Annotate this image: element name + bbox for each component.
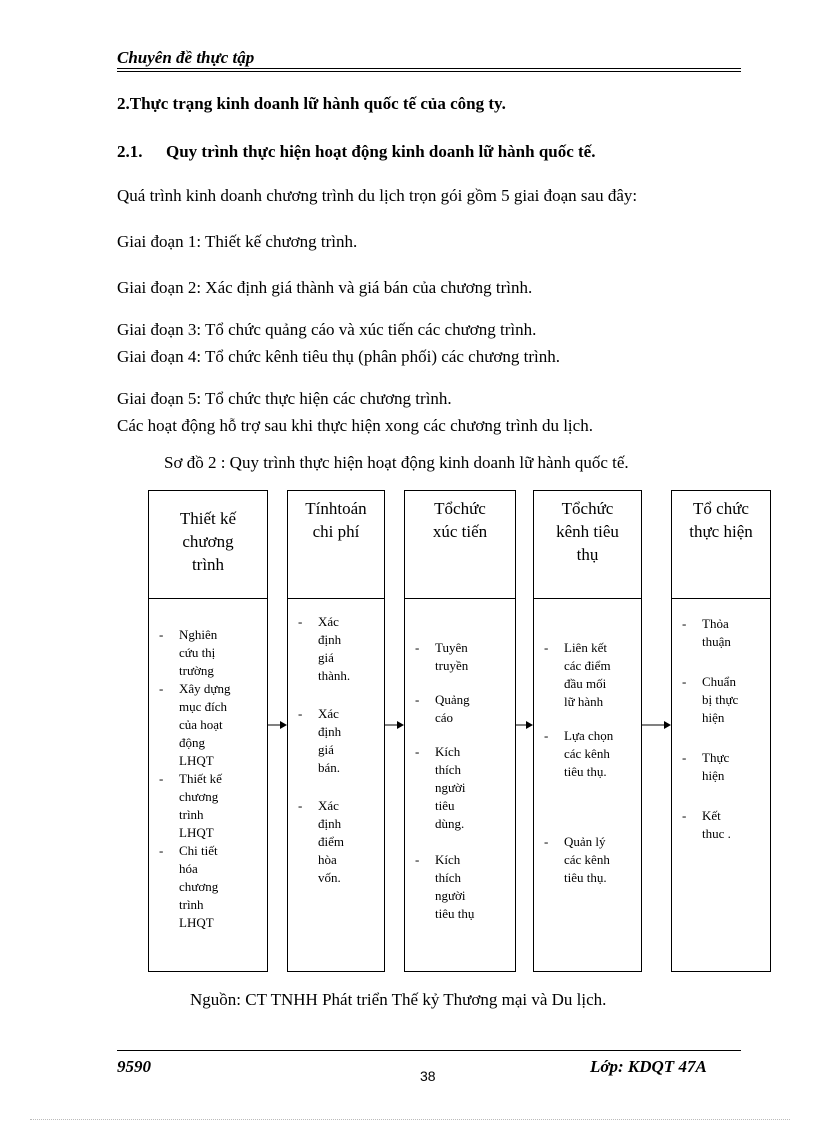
stage-title	[672, 491, 770, 599]
stage-item-line: lữ hành	[564, 694, 604, 709]
stage-item-line: các điểm	[564, 658, 611, 673]
stage-box-2	[287, 490, 385, 972]
diagram-source: Nguồn: CT TNHH Phát triển Thế kỷ Thương mại và Du lịch.	[190, 990, 607, 1009]
stage-item-line: thành.	[318, 668, 351, 683]
stage-item-line: trình	[179, 807, 204, 822]
stage-item-line: tiêu thụ.	[564, 870, 607, 885]
stage-title-line: Tổ chức	[693, 499, 749, 518]
stage-item-line: cáo	[435, 710, 454, 725]
stage-items	[294, 613, 380, 887]
bullet-dash: -	[159, 627, 164, 642]
stage-item	[155, 770, 263, 842]
stage-title	[288, 491, 384, 599]
stage-item-line: Xây dựng	[179, 681, 231, 696]
flow-arrow-icon	[385, 720, 404, 730]
stage-item-line: Nghiên	[179, 627, 218, 642]
stage-item	[540, 833, 637, 887]
footer-class: Lớp: KDQT 47A	[590, 1057, 707, 1076]
stage-item	[155, 680, 263, 770]
page-number: 38	[420, 1068, 436, 1084]
stage-item	[294, 705, 380, 777]
stage-item-line: của hoạt	[179, 717, 223, 732]
stage-item-line: truyền	[435, 658, 469, 673]
stage-item-line: động	[179, 735, 205, 750]
paragraph-intro: Quá trình kinh doanh chương trình du lịch trọn gói gồm 5 giai đoạn sau đây:	[117, 186, 638, 205]
bullet-dash: -	[544, 728, 549, 743]
stage-item-line: Tuyên	[435, 640, 468, 655]
stage-title-line: Tổchức	[434, 499, 486, 518]
stage-item-line: Quảng	[435, 692, 470, 707]
stage-item-line: LHQT	[179, 915, 214, 930]
stage-item-line: Thiết kế	[179, 771, 222, 786]
stage-item-line: thích	[435, 762, 461, 777]
stage-item	[678, 615, 766, 651]
stage-item-line: bị thực	[702, 692, 739, 707]
stage-box-1	[148, 490, 268, 972]
stage-item-line: Thực	[702, 750, 730, 765]
stage-item-line: Quản lý	[564, 834, 606, 849]
stage-item-line: dùng.	[435, 816, 465, 831]
bullet-dash: -	[544, 834, 549, 849]
stage-item-line: bán.	[318, 760, 341, 775]
stage-title-line: thực hiện	[689, 522, 753, 541]
running-header: Chuyên đề thực tập	[117, 48, 255, 67]
bullet-dash: -	[298, 614, 303, 629]
flow-arrow-icon	[516, 720, 533, 730]
stage-item-line: định	[318, 816, 342, 831]
stage-title-line: chi phí	[312, 522, 360, 541]
header-rule	[117, 68, 741, 69]
stage-item-line: thích	[435, 870, 461, 885]
stage-item	[411, 639, 511, 675]
bullet-dash: -	[159, 771, 164, 786]
paragraph-stage-1: Giai đoạn 1: Thiết kế chương trình.	[117, 232, 358, 251]
bullet-dash: -	[159, 681, 164, 696]
stage-title-line: kênh tiêu	[556, 522, 619, 541]
paragraph-stage-2: Giai đoạn 2: Xác định giá thành và giá bán của chương trình.	[117, 278, 533, 297]
paragraph-stage-5: Giai đoạn 5: Tổ chức thực hiện các chương trình.	[117, 389, 452, 408]
stage-title	[405, 491, 515, 599]
stage-item-line: hóa	[179, 861, 198, 876]
stage-item	[155, 842, 263, 932]
stage-item-line: chương	[179, 789, 219, 804]
stage-item-line: giá	[318, 742, 334, 757]
stage-item	[678, 749, 766, 785]
flow-arrow-icon	[268, 720, 287, 730]
bullet-dash: -	[415, 692, 420, 707]
bullet-dash: -	[682, 750, 687, 765]
stage-item-line: Lựa chọn	[564, 728, 614, 743]
bullet-dash: -	[682, 808, 687, 823]
stage-item-line: Chi tiết	[179, 843, 218, 858]
bullet-dash: -	[415, 744, 420, 759]
stage-title	[534, 491, 641, 599]
stage-item-line: hòa	[318, 852, 337, 867]
stage-item-line: Liên kết	[564, 640, 607, 655]
stage-box-3	[404, 490, 516, 972]
stage-item-line: Xác	[318, 706, 339, 721]
stage-items	[155, 626, 263, 932]
subsection-number: 2.1.	[117, 142, 143, 161]
stage-item-line: hiện	[702, 768, 725, 783]
stage-title-line: trình	[191, 555, 225, 574]
stage-item-line: Xác	[318, 798, 339, 813]
paragraph-support: Các hoạt động hỗ trợ sau khi thực hiện xong các chương trình du lịch.	[117, 416, 593, 435]
bullet-dash: -	[415, 852, 420, 867]
stage-item-line: Xác	[318, 614, 339, 629]
page-bottom-border	[30, 1119, 790, 1120]
stage-item-line: đầu mối	[564, 676, 607, 691]
stage-item	[411, 851, 511, 923]
stage-item-line: Kích	[435, 744, 461, 759]
stage-item-line: LHQT	[179, 753, 214, 768]
stage-items	[678, 615, 766, 843]
stage-title-line: Tínhtoán	[305, 499, 367, 518]
bullet-dash: -	[298, 706, 303, 721]
stage-item	[540, 639, 637, 711]
stage-title-line: chương	[182, 532, 234, 551]
section-heading: 2.Thực trạng kinh doanh lữ hành quốc tế của công ty.	[117, 94, 506, 113]
stage-box-5	[671, 490, 771, 972]
bullet-dash: -	[544, 640, 549, 655]
stage-box-4	[533, 490, 642, 972]
stage-item-line: định	[318, 724, 342, 739]
stage-item	[411, 691, 511, 727]
stage-item-line: người	[435, 780, 466, 795]
stage-item-line: trường	[179, 663, 214, 678]
stage-item-line: định	[318, 632, 342, 647]
stage-items	[540, 639, 637, 887]
bullet-dash: -	[415, 640, 420, 655]
stage-item-line: thuận	[702, 634, 731, 649]
diagram-caption: Sơ đồ 2 : Quy trình thực hiện hoạt động kinh doanh lữ hành quốc tế.	[164, 453, 629, 472]
bullet-dash: -	[682, 674, 687, 689]
stage-item-line: vốn.	[318, 870, 341, 885]
flow-arrow-icon	[642, 720, 671, 730]
stage-item-line: Kết	[702, 808, 721, 823]
stage-title-line: Thiết kế	[179, 509, 237, 528]
subsection-title: Quy trình thực hiện hoạt động kinh doanh lữ hành quốc tế.	[166, 142, 596, 161]
paragraph-stage-3: Giai đoạn 3: Tổ chức quảng cáo và xúc tiến các chương trình.	[117, 320, 537, 339]
stage-item	[294, 797, 380, 887]
bullet-dash: -	[298, 798, 303, 813]
stage-item-line: mục đích	[179, 699, 228, 714]
stage-item	[540, 727, 637, 781]
bullet-dash: -	[159, 843, 164, 858]
stage-item-line: các kênh	[564, 852, 610, 867]
stage-item	[411, 743, 511, 833]
header-rule-double	[117, 71, 741, 72]
stage-title-line: Tổchức	[561, 499, 614, 518]
stage-items	[411, 639, 511, 923]
stage-item	[678, 807, 766, 843]
stage-item-line: Kích	[435, 852, 461, 867]
stage-item-line: LHQT	[179, 825, 214, 840]
stage-item-line: tiêu thụ	[435, 906, 475, 921]
stage-item	[678, 673, 766, 727]
stage-item-line: tiêu	[435, 798, 455, 813]
paragraph-stage-4: Giai đoạn 4: Tổ chức kênh tiêu thụ (phân phối) các chương trình.	[117, 347, 561, 366]
stage-item-line: tiêu thụ.	[564, 764, 607, 779]
stage-title-line: thụ	[576, 545, 599, 564]
bullet-dash: -	[682, 616, 687, 631]
stage-item-line: Chuẩn	[702, 674, 736, 689]
stage-item-line: người	[435, 888, 466, 903]
stage-item-line: chương	[179, 879, 219, 894]
stage-item-line: cứu thị	[179, 645, 216, 660]
footer-rule	[117, 1050, 741, 1051]
stage-item-line: hiện	[702, 710, 725, 725]
stage-title-line: xúc tiến	[432, 522, 488, 541]
stage-item-line: thuc .	[702, 826, 731, 841]
stage-item	[294, 613, 380, 685]
stage-item	[155, 626, 263, 680]
stage-item-line: giá	[318, 650, 334, 665]
stage-item-line: Thỏa	[702, 616, 729, 631]
stage-item-line: các kênh	[564, 746, 610, 761]
stage-item-line: trình	[179, 897, 204, 912]
stage-title	[149, 491, 267, 599]
footer-student-id: 9590	[117, 1057, 151, 1076]
stage-item-line: điểm	[318, 834, 344, 849]
